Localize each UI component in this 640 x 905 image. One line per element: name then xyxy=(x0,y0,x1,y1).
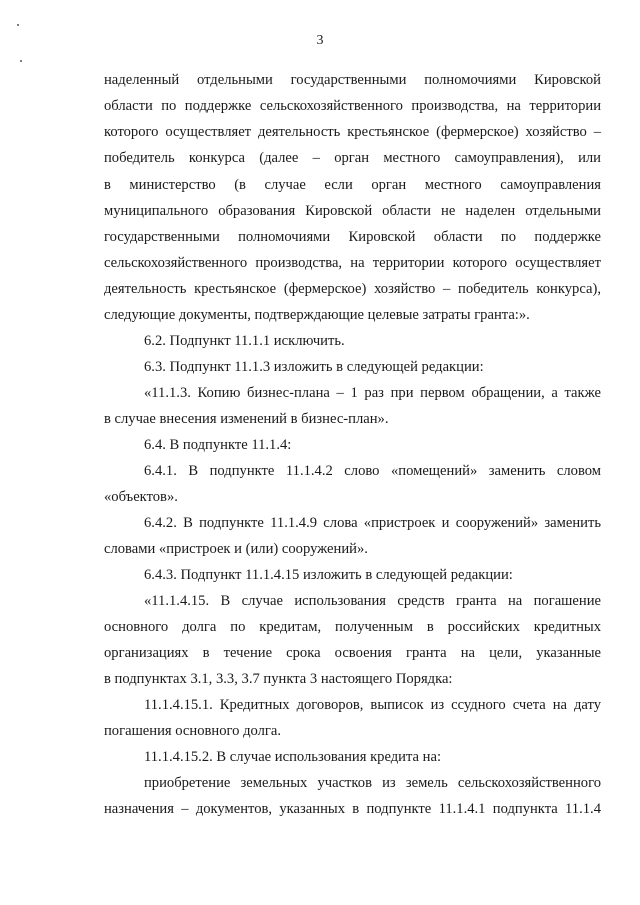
text-line: в министерство (в случае если орган местного самоуправления xyxy=(104,177,601,193)
text-line: 11.1.4.15.2. В случае использования кредита на: xyxy=(144,749,442,765)
text-line: в подпунктах 3.1, 3.3, 3.7 пункта 3 настоящего Порядка: xyxy=(104,671,453,687)
text-line: приобретение земельных участков из земель сельскохозяйственного xyxy=(144,775,601,791)
scan-speck xyxy=(17,24,19,26)
text-line: основного долга по кредитам, полученным в российских кредитных xyxy=(104,619,601,635)
text-line: сельскохозяйственного производства, на территории которого осуществляет xyxy=(104,255,601,271)
text-line: следующие документы, подтверждающие целевые затраты гранта:». xyxy=(104,307,530,323)
text-line: которого осуществляет деятельность крестьянское (фермерское) хозяйство – xyxy=(104,124,601,140)
paragraph-6-4-1: 6.4.1. В подпункте 11.1.4.2 слово «помещений» заменить словом xyxy=(144,463,601,479)
text-line: победитель конкурса (далее – орган местного самоуправления), или xyxy=(104,150,601,166)
text-line: «11.1.3. Копию бизнес-плана – 1 раз при первом обращении, а также xyxy=(144,385,601,401)
text-line: «объектов». xyxy=(104,489,178,505)
page-number: 3 xyxy=(316,33,324,48)
text-line: словами «пристроек и (или) сооружений». xyxy=(104,541,368,557)
paragraph-6-3: 6.3. Подпункт 11.1.3 изложить в следующей редакции: xyxy=(144,359,484,375)
scan-speck xyxy=(20,60,22,62)
text-line: назначения – документов, указанных в подпункте 11.1.4.1 подпункта 11.1.4 xyxy=(104,801,601,817)
text-line: области по поддержке сельскохозяйственного производства, на территории xyxy=(104,98,601,114)
text-line: муниципального образования Кировской области не наделен отдельными xyxy=(104,203,601,219)
text-line: наделенный отдельными государственными полномочиями Кировской xyxy=(104,72,601,88)
paragraph-6-4: 6.4. В подпункте 11.1.4: xyxy=(144,437,292,453)
text-line: организациях в течение срока освоения гранта на цели, указанные xyxy=(104,645,601,661)
text-line: погашения основного долга. xyxy=(104,723,281,739)
text-line: деятельность крестьянское (фермерское) хозяйство – победитель конкурса), xyxy=(104,281,601,297)
text-line: в случае внесения изменений в бизнес-план». xyxy=(104,411,389,427)
paragraph-6-2: 6.2. Подпункт 11.1.1 исключить. xyxy=(144,333,345,349)
text-line: «11.1.4.15. В случае использования средств гранта на погашение xyxy=(144,593,601,609)
paragraph-6-4-3: 6.4.3. Подпункт 11.1.4.15 изложить в следующей редакции: xyxy=(144,567,513,583)
text-line: государственными полномочиями Кировской области по поддержке xyxy=(104,229,601,245)
text-line: 11.1.4.15.1. Кредитных договоров, выписок из ссудного счета на дату xyxy=(144,697,601,713)
paragraph-6-4-2: 6.4.2. В подпункте 11.1.4.9 слова «пристроек и сооружений» заменить xyxy=(144,515,601,531)
